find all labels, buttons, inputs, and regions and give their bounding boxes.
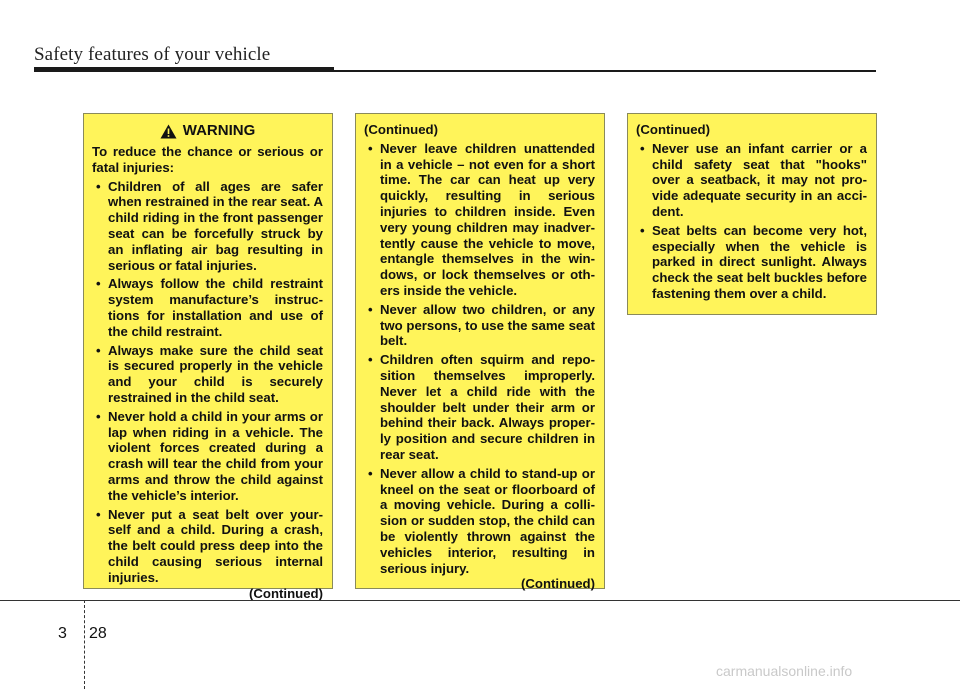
watermark: carmanualsonline.info: [716, 663, 853, 679]
page-number: 28: [89, 625, 107, 642]
warning-list-1: [92, 179, 323, 586]
list-item: • Seat belts can become very hot, especially when the vehicle is parked in direct sunlight. Always check the seat belt buckles before fastening them over a child.: [636, 223, 867, 302]
warning-list-3: [636, 141, 867, 302]
page-section-number: 3: [58, 625, 67, 642]
warning-triangle-icon: [160, 124, 177, 139]
list-item: • Never leave children unattended in a vehicle – not even for a short time. The car can heat up very quickly, resulting in serious injuries to children inside. Even very young children may inadvertently cause the vehicle to move, entangle themselves in the windows, or lock themselves or others inside the vehicle.: [364, 141, 595, 299]
list-item: • Never allow two children, or any two persons, to use the same seat belt.: [364, 302, 595, 349]
list-item: • Never hold a child in your arms or lap when riding in a vehicle. The violent forces created during a crash will tear the child from your arms and throw the child against the vehicle’s interior.: [92, 409, 323, 504]
warning-label: WARNING: [182, 122, 256, 140]
continued-label: (Continued): [364, 122, 438, 137]
warning-heading: [92, 122, 323, 140]
list-item: • Always make sure the child seat is secured properly in the vehicle and your child is securely restrained in the child seat.: [92, 343, 323, 406]
header-title: Safety features of your vehicle: [34, 44, 271, 65]
list-item: • Never put a seat belt over yourself and a child. During a crash, the belt could press deep into the child causing serious internal injuries.: [92, 507, 323, 586]
warning-box-3: [627, 113, 877, 315]
list-item: • Always follow the child restraint system manufacture’s instructions for installation and use of the child restraint.: [92, 276, 323, 339]
list-item: • Children often squirm and reposition themselves improperly. Never let a child ride with the shoulder belt under their arm or behind their back. Always properly position and secure children in rear seat.: [364, 352, 595, 463]
list-item: • Never allow a child to stand-up or kneel on the seat or floorboard of a moving vehicle. During a collision or sudden stop, the child can be violently thrown against the vehicles interior, resulting in serious injury.: [364, 466, 595, 577]
continued-label: (Continued): [636, 122, 710, 137]
header-rule-thin: [334, 70, 876, 72]
warning-box-1: [83, 113, 333, 601]
footer-divider: [84, 600, 85, 689]
list-item: • Never use an infant carrier or a child safety seat that "hooks" over a seatback, it may not provide adequate security in an accident.: [636, 141, 867, 220]
continued-label: (Continued): [521, 576, 595, 592]
header-rule-thick: [34, 67, 334, 72]
footer-rule: [0, 600, 960, 601]
warning-intro: To reduce the chance or serious or fatal injuries:: [92, 144, 323, 175]
continued-label: (Continued): [249, 585, 323, 601]
warning-list-2: [364, 141, 595, 577]
list-item: • Children of all ages are safer when restrained in the rear seat. A child riding in the front passenger seat can be forcefully struck by an inflating air bag resulting in serious or fatal injuries.: [92, 179, 323, 274]
warning-box-2: [355, 113, 605, 592]
